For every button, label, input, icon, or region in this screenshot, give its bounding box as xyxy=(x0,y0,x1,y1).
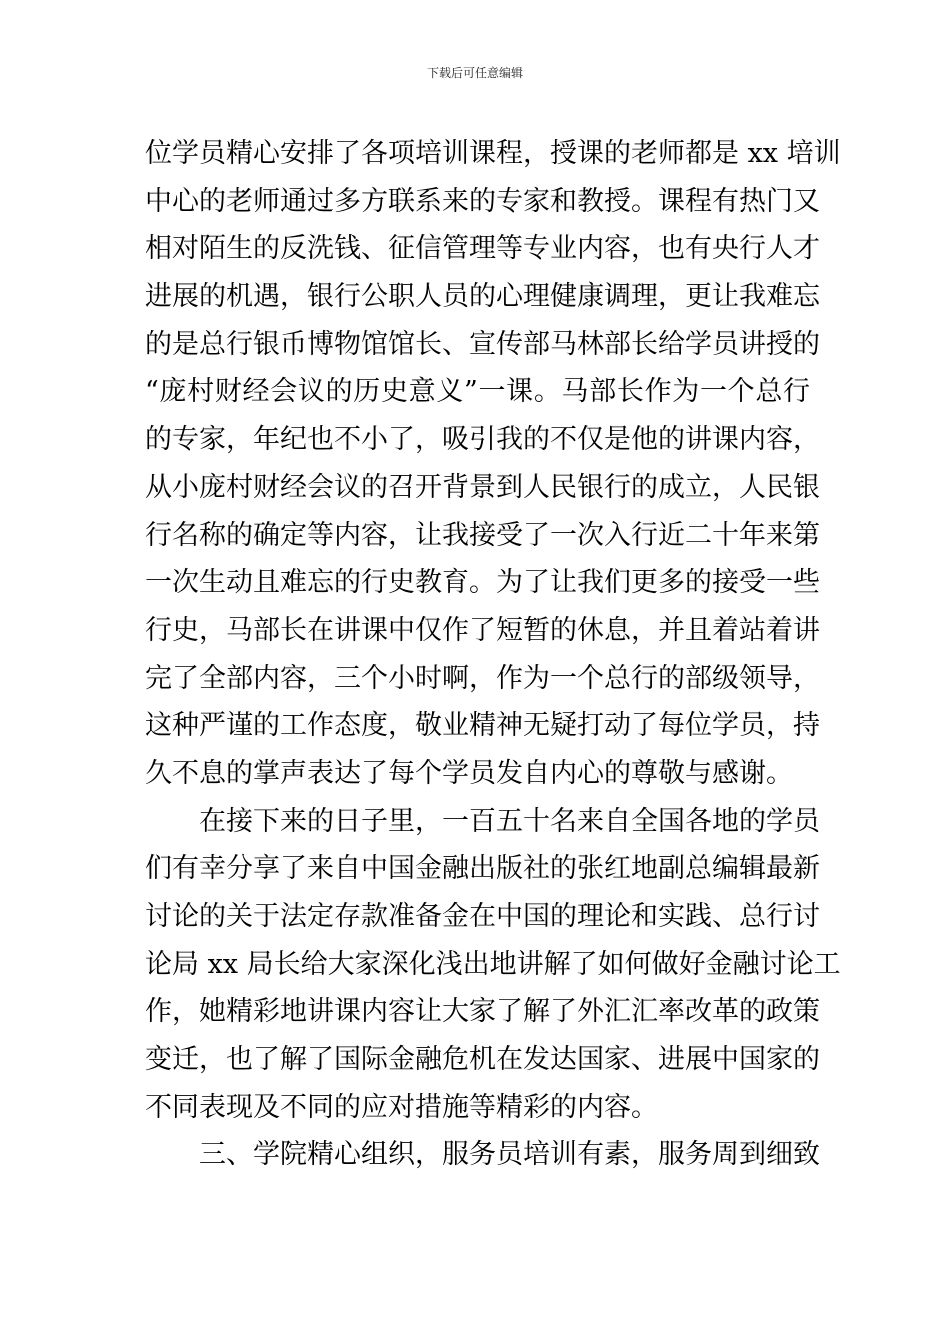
section-heading: 三、学院精心组织，服务员培训有素，服务周到细致 xyxy=(199,1139,820,1171)
text-line: 完了全部内容，三个小时啊，作为一个总行的部级领导， xyxy=(145,662,820,694)
text-line: 不同表现及不同的应对措施等精彩的内容。 xyxy=(145,1091,658,1123)
text-line: 行名称的确定等内容，让我接受了一次入行近二十年来第 xyxy=(145,519,820,551)
paragraph-2 xyxy=(145,800,841,1134)
text-line: “庞村财经会议的历史意义”一课。马部长作为一个总行 xyxy=(145,376,810,408)
paragraph-3 xyxy=(145,1133,820,1181)
text-line: 的是总行银币博物馆馆长、宣传部马林部长给学员讲授的 xyxy=(145,328,820,360)
text-line: 一次生动且难忘的行史教育。为了让我们更多的接受一些 xyxy=(145,567,820,599)
text-line: 这种严谨的工作态度，敬业精神无疑打动了每位学员，持 xyxy=(145,710,820,742)
text-line: 中心的老师通过多方联系来的专家和教授。课程有热门又 xyxy=(145,185,820,217)
text-line: 相对陌生的反洗钱、征信管理等专业内容，也有央行人才 xyxy=(145,233,820,265)
text-line: 的专家，年纪也不小了，吸引我的不仅是他的讲课内容， xyxy=(145,424,820,456)
text-line: 论局 xx 局长给大家深化浅出地讲解了如何做好金融讨论工 xyxy=(145,948,841,980)
document-body xyxy=(145,132,841,1181)
text-line: 进展的机遇，银行公职人员的心理健康调理，更让我难忘 xyxy=(145,281,820,313)
text-line: 行史，马部长在讲课中仅作了短暂的休息，并且着站着讲 xyxy=(145,614,820,646)
text-line: 位学员精心安排了各项培训课程，授课的老师都是 xx 培训 xyxy=(145,138,841,169)
page-header: 下载后可任意编辑 xyxy=(426,66,523,80)
text-line: 变迁，也了解了国际金融危机在发达国家、进展中国家的 xyxy=(145,1044,820,1076)
text-line: 在接下来的日子里，一百五十名来自全国各地的学员 xyxy=(199,805,820,837)
paragraph-1 xyxy=(145,132,841,800)
text-line: 从小庞村财经会议的召开背景到人民银行的成立，人民银 xyxy=(145,471,820,503)
text-line: 作，她精彩地讲课内容让大家了解了外汇汇率改革的政策 xyxy=(145,996,820,1028)
text-line: 讨论的关于法定存款准备金在中国的理论和实践、总行讨 xyxy=(145,901,820,932)
text-line: 久不息的掌声表达了每个学员发自内心的尊敬与感谢。 xyxy=(145,757,793,789)
text-line: 们有幸分享了来自中国金融出版社的张红地副总编辑最新 xyxy=(145,853,820,885)
